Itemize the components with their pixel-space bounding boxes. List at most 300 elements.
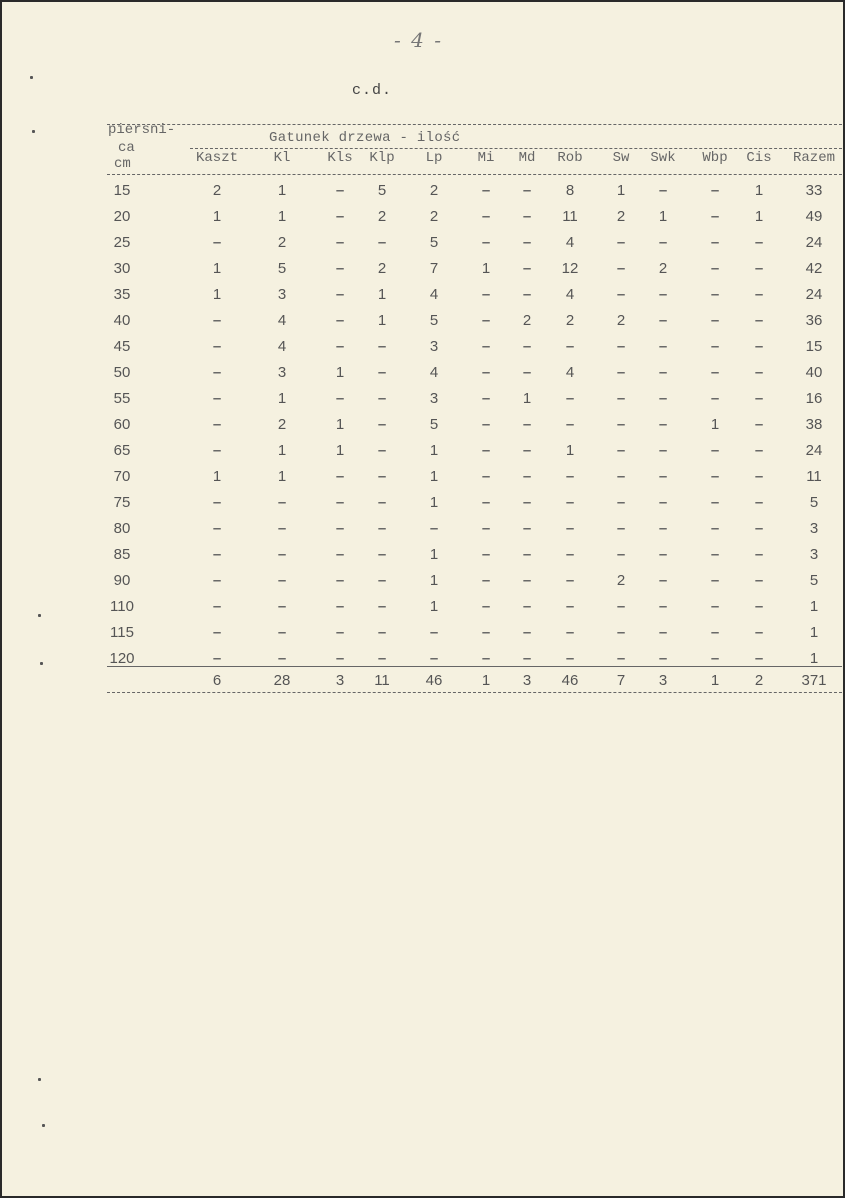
table-cell: 1 [809,650,819,667]
table-cell: 1 [429,494,439,511]
table-cell: – [754,520,764,537]
table-cell: – [212,364,222,381]
table-cell: – [212,572,222,589]
diameter-cell: 50 [113,364,131,381]
table-cell: – [658,468,668,485]
table-cell: 1 [522,390,532,407]
table-cell: – [522,598,532,615]
table-cell: 4 [277,338,287,355]
table-cell: 3 [809,520,819,537]
table-cell: 1 [277,182,287,199]
table-cell: – [481,598,491,615]
table-cell: – [335,286,345,303]
total-cell: 1 [481,672,491,689]
total-cell: 3 [522,672,532,689]
table-cell: – [754,624,764,641]
table-cell: – [522,286,532,303]
table-cell: – [335,520,345,537]
table-cell: – [616,650,626,667]
table-cell: – [377,416,387,433]
total-cell: 3 [658,672,668,689]
table-cell: 2 [616,572,626,589]
table-cell: – [481,364,491,381]
table-cell: 1 [429,442,439,459]
table-cell: 49 [805,208,823,225]
table-cell: – [377,520,387,537]
table-cell: 1 [277,390,287,407]
table-cell: – [616,624,626,641]
table-cell: 1 [481,260,491,277]
table-cell: – [481,494,491,511]
table-cell: 1 [212,468,222,485]
diameter-cell: 35 [113,286,131,303]
table-cell: – [565,468,575,485]
column-header: Swk [650,150,676,166]
table-cell: 5 [429,416,439,433]
table-cell: – [335,468,345,485]
table-cell: 40 [805,364,823,381]
table-cell: – [212,546,222,563]
table-cell: 8 [565,182,575,199]
table-cell: – [481,520,491,537]
diameter-cell: 25 [113,234,131,251]
group-header-rule [190,148,842,149]
margin-dot [32,130,35,133]
table-cell: 2 [616,312,626,329]
table-cell: 24 [805,234,823,251]
table-cell: 2 [212,182,222,199]
table-cell: – [754,338,764,355]
table-cell: 16 [805,390,823,407]
table-cell: – [377,364,387,381]
table-cell: – [658,286,668,303]
table-cell: – [377,338,387,355]
diameter-cell: 40 [113,312,131,329]
diameter-cell: 115 [110,624,134,641]
total-cell: 46 [561,672,579,689]
table-cell: – [565,598,575,615]
table-cell: – [710,494,720,511]
diameter-cell: 45 [113,338,131,355]
table-cell: – [481,286,491,303]
column-header: Kl [273,150,291,166]
table-cell: 1 [277,468,287,485]
table-cell: – [565,416,575,433]
table-cell: 36 [805,312,823,329]
table-cell: – [616,520,626,537]
continuation-mark: c.d. [352,82,393,99]
table-cell: – [335,390,345,407]
table-cell: 24 [805,286,823,303]
table-cell: – [658,312,668,329]
diameter-header-line-1: piersni- [108,122,176,138]
table-cell: – [277,494,287,511]
table-cell: – [522,182,532,199]
table-cell: – [658,442,668,459]
table-cell: – [481,312,491,329]
header-bottom-rule [107,174,842,175]
table-cell: 1 [616,182,626,199]
table-cell: – [565,546,575,563]
table-cell: – [335,598,345,615]
table-cell: – [522,494,532,511]
table-cell: 1 [809,624,819,641]
table-cell: – [522,338,532,355]
table-cell: – [377,494,387,511]
table-cell: – [335,182,345,199]
table-cell: – [754,598,764,615]
table-cell: – [754,494,764,511]
species-group-header: Gatunek drzewa - ilość [269,130,461,146]
table-cell: – [522,572,532,589]
table-cell: – [710,546,720,563]
diameter-cell: 30 [113,260,131,277]
table-cell: 2 [429,208,439,225]
table-cell: 1 [277,442,287,459]
table-cell: – [616,494,626,511]
table-cell: 5 [809,572,819,589]
table-cell: – [481,442,491,459]
diameter-cell: 120 [109,650,135,667]
table-cell: – [754,286,764,303]
table-cell: – [481,416,491,433]
table-cell: – [710,182,720,199]
total-cell: 7 [616,672,626,689]
table-cell: – [754,650,764,667]
table-cell: 1 [212,286,222,303]
table-cell: – [616,260,626,277]
column-header: Md [518,150,536,166]
table-cell: 1 [754,208,764,225]
table-cell: – [277,598,287,615]
diameter-cell: 55 [113,390,131,407]
table-cell: – [565,390,575,407]
page-number: - 4 - [394,28,443,52]
table-cell: 1 [377,312,387,329]
table-cell: – [754,390,764,407]
table-cell: 7 [429,260,439,277]
table-cell: 3 [429,390,439,407]
table-cell: – [522,416,532,433]
table-cell: – [710,338,720,355]
column-header: Klp [369,150,395,166]
total-cell: 2 [754,672,764,689]
table-cell: – [710,650,720,667]
table-cell: – [277,624,287,641]
column-header: Rob [557,150,583,166]
table-cell: 2 [277,416,287,433]
table-cell: 1 [212,208,222,225]
table-cell: 1 [335,416,345,433]
total-cell: 1 [710,672,720,689]
table-cell: – [522,208,532,225]
table-cell: 3 [277,364,287,381]
table-cell: – [377,442,387,459]
column-header: Mi [477,150,495,166]
table-cell: – [377,598,387,615]
table-cell: – [658,416,668,433]
table-cell: 15 [805,338,823,355]
table-cell: 3 [429,338,439,355]
table-cell: 5 [429,312,439,329]
diameter-cell: 85 [113,546,131,563]
table-cell: – [710,234,720,251]
diameter-header-line-2: ca [118,140,135,156]
table-cell: – [212,312,222,329]
table-cell: – [377,390,387,407]
table-cell: – [481,338,491,355]
table-cell: – [658,364,668,381]
table-cell: – [754,364,764,381]
table-cell: – [212,650,222,667]
margin-dot [30,76,33,79]
table-cell: – [522,234,532,251]
table-cell: 38 [805,416,823,433]
table-cell: 2 [522,312,532,329]
table-cell: 11 [806,468,822,485]
table-cell: – [212,598,222,615]
table-cell: – [335,572,345,589]
table-cell: – [212,520,222,537]
table-cell: – [335,650,345,667]
margin-dot [40,662,43,665]
table-cell: – [658,650,668,667]
table-cell: – [429,650,439,667]
table-cell: – [754,312,764,329]
total-cell: 11 [374,672,390,689]
column-header: Kaszt [195,150,238,166]
table-cell: – [429,520,439,537]
table-cell: – [658,624,668,641]
diameter-cell: 70 [113,468,131,485]
table-cell: – [565,494,575,511]
table-cell: 4 [565,364,575,381]
table-cell: – [754,416,764,433]
table-cell: – [754,546,764,563]
table-cell: 2 [616,208,626,225]
table-cell: – [658,182,668,199]
total-cell: 28 [273,672,291,689]
table-cell: – [754,442,764,459]
table-cell: – [522,520,532,537]
table-cell: – [710,442,720,459]
table-cell: 1 [429,598,439,615]
table-cell: 1 [335,442,345,459]
table-cell: – [481,546,491,563]
table-cell: 4 [565,286,575,303]
table-cell: – [377,624,387,641]
diameter-cell: 90 [113,572,131,589]
table-cell: 1 [377,286,387,303]
table-cell: 4 [277,312,287,329]
table-cell: – [616,442,626,459]
column-header: Cis [746,150,772,166]
table-cell: – [212,494,222,511]
table-cell: – [481,650,491,667]
table-cell: – [481,468,491,485]
table-cell: 1 [754,182,764,199]
table-cell: – [277,546,287,563]
table-cell: – [335,234,345,251]
table-cell: 2 [429,182,439,199]
table-cell: – [658,572,668,589]
table-cell: – [522,468,532,485]
table-cell: – [710,364,720,381]
table-cell: – [481,182,491,199]
table-cell: 24 [805,442,823,459]
table-cell: – [335,494,345,511]
table-cell: 4 [565,234,575,251]
diameter-cell: 20 [113,208,131,225]
table-cell: – [565,520,575,537]
table-cell: – [710,312,720,329]
column-header: Sw [612,150,630,166]
table-cell: 1 [277,208,287,225]
table-cell: – [710,286,720,303]
table-cell: – [565,624,575,641]
table-cell: 3 [277,286,287,303]
column-header: Kls [327,150,353,166]
table-bottom-rule [107,692,842,693]
table-cell: 1 [429,546,439,563]
table-cell: – [754,234,764,251]
table-cell: – [616,390,626,407]
table-cell: – [277,572,287,589]
table-cell: 42 [805,260,823,277]
table-cell: 12 [561,260,579,277]
table-cell: – [481,624,491,641]
table-cell: 5 [277,260,287,277]
table-cell: – [616,364,626,381]
table-cell: – [481,390,491,407]
table-cell: 2 [565,312,575,329]
table-cell: – [429,624,439,641]
table-cell: 2 [658,260,668,277]
table-cell: – [335,624,345,641]
table-cell: – [710,390,720,407]
table-cell: – [616,598,626,615]
table-cell: – [522,624,532,641]
table-cell: 1 [565,442,575,459]
table-cell: – [481,234,491,251]
table-cell: – [710,624,720,641]
table-cell: 5 [377,182,387,199]
diameter-cell: 80 [113,520,131,537]
table-cell: – [335,338,345,355]
table-cell: – [377,572,387,589]
table-cell: 3 [809,546,819,563]
table-cell: – [481,208,491,225]
table-cell: – [658,546,668,563]
table-cell: 1 [429,572,439,589]
table-cell: – [481,572,491,589]
margin-dot [38,1078,41,1081]
table-cell: – [565,338,575,355]
table-cell: – [754,468,764,485]
table-cell: 4 [429,286,439,303]
table-cell: – [212,624,222,641]
table-cell: – [212,338,222,355]
table-cell: – [710,208,720,225]
table-cell: – [616,286,626,303]
table-cell: – [277,650,287,667]
diameter-cell: 75 [113,494,131,511]
table-cell: – [522,442,532,459]
table-cell: 5 [429,234,439,251]
table-cell: – [212,442,222,459]
column-header: Razem [792,150,835,166]
table-cell: 2 [377,260,387,277]
table-cell: – [710,468,720,485]
table-cell: – [377,650,387,667]
table-cell: 4 [429,364,439,381]
diameter-cell: 65 [113,442,131,459]
table-cell: – [710,260,720,277]
table-cell: 1 [335,364,345,381]
table-cell: – [335,260,345,277]
table-cell: – [710,598,720,615]
table-cell: – [616,468,626,485]
table-cell: – [658,234,668,251]
table-cell: – [754,572,764,589]
table-cell: – [710,572,720,589]
total-cell: 3 [335,672,345,689]
diameter-cell: 60 [113,416,131,433]
table-cell: – [658,338,668,355]
table-cell: – [335,546,345,563]
table-cell: – [616,338,626,355]
table-cell: – [616,416,626,433]
margin-dot [42,1124,45,1127]
table-cell: – [522,364,532,381]
table-cell: – [616,234,626,251]
margin-dot [38,614,41,617]
diameter-header-line-3: cm [114,156,131,172]
table-cell: – [277,520,287,537]
table-cell: – [658,494,668,511]
total-cell: 46 [425,672,443,689]
table-cell: – [377,546,387,563]
table-cell: – [335,312,345,329]
table-cell: 2 [277,234,287,251]
table-top-rule [107,124,842,125]
table-cell: 33 [805,182,823,199]
table-cell: – [377,468,387,485]
table-cell: 5 [809,494,819,511]
total-cell: 371 [801,672,827,689]
table-cell: – [565,572,575,589]
table-cell: – [212,416,222,433]
diameter-cell: 110 [110,598,134,615]
table-cell: 11 [562,208,578,225]
table-cell: 2 [377,208,387,225]
diameter-cell: 15 [113,182,131,199]
table-cell: – [377,234,387,251]
table-cell: – [335,208,345,225]
table-cell: 1 [212,260,222,277]
table-cell: – [658,598,668,615]
table-cell: – [522,260,532,277]
table-cell: – [710,520,720,537]
table-cell: 1 [809,598,819,615]
table-cell: – [658,390,668,407]
table-cell: 1 [658,208,668,225]
table-cell: – [616,546,626,563]
column-header: Wbp [702,150,728,166]
column-header: Lp [425,150,443,166]
table-cell: – [658,520,668,537]
total-cell: 6 [212,672,222,689]
